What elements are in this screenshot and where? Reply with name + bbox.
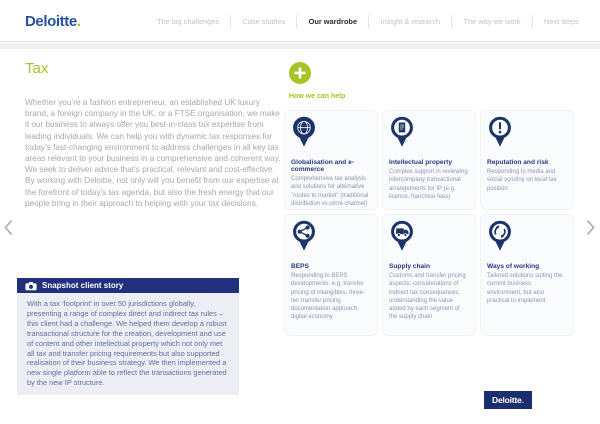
help-grid bbox=[284, 110, 574, 336]
help-tile[interactable] bbox=[480, 110, 574, 210]
globe-pin-icon bbox=[291, 116, 371, 156]
tile-title: Ways of working bbox=[487, 263, 540, 270]
main-nav bbox=[148, 0, 588, 42]
tile-description: Complex support in reviewing intercompany transactional arrangements for IP (e.g. licence, franchise fees) bbox=[389, 169, 468, 200]
nav-separator bbox=[230, 15, 231, 28]
prev-arrow-button[interactable] bbox=[4, 219, 13, 241]
alert-pin-icon bbox=[487, 116, 567, 156]
tile-title: Globalisation and e-commerce bbox=[291, 159, 355, 173]
nav-separator bbox=[532, 15, 533, 28]
nav-separator bbox=[296, 15, 297, 28]
tile-title: Intellectual property bbox=[389, 159, 453, 166]
tile-description: Responding to BEPS developments: e.g. transfer pricing of intangibles, three-tier transfer pricing documentation approach; digital economy bbox=[291, 273, 365, 321]
camera-icon bbox=[25, 281, 37, 291]
next-arrow-button[interactable] bbox=[586, 219, 595, 241]
tile-description: Customs and transfer pricing aspects; considerations of indirect tax consequences; understanding the value added by each segment of the supply chain bbox=[389, 273, 466, 321]
chevron-left-icon bbox=[4, 219, 13, 236]
nav-item-our-wardrobe[interactable]: Our wardrobe bbox=[308, 16, 358, 26]
header-shadow-band bbox=[0, 43, 600, 49]
expand-button[interactable] bbox=[289, 62, 311, 84]
tile-description: Responding to media and social scrutiny on local tax position bbox=[487, 169, 557, 192]
truck-pin-icon bbox=[389, 220, 469, 260]
document-pin-icon bbox=[389, 116, 469, 156]
logo-green-dot: . bbox=[76, 13, 81, 30]
header bbox=[0, 0, 600, 42]
nav-separator bbox=[451, 15, 452, 28]
nav-item-next-steps[interactable]: Next steps bbox=[543, 16, 579, 26]
help-tile[interactable] bbox=[284, 110, 378, 210]
tile-description: Tailored solutions suiting the current business environment, but also practical to implement bbox=[487, 273, 563, 304]
help-tile[interactable] bbox=[284, 214, 378, 336]
plus-icon bbox=[289, 62, 311, 84]
snapshot-body: With a tax ‘footprint’ in over 50 jurisdictions globally, presenting a range of complex direct and indirect tax rules – this client had a challenge. We helped them develop a robust transactional structure for the creation, development and use of content and other intellectual property which not only met all tax and transfer pricing requirements but also supported realisation of their business strategy. We then implemented a new single platform able to reflect the transactions generated by the new IP structure. bbox=[17, 293, 239, 395]
sync-pin-icon bbox=[487, 220, 567, 260]
tile-title: Supply chain bbox=[389, 263, 431, 270]
help-tile[interactable] bbox=[382, 214, 476, 336]
footer-logo-green-dot: . bbox=[521, 395, 524, 405]
snapshot-panel bbox=[17, 278, 239, 395]
page-title: Tax bbox=[25, 60, 49, 77]
footer-logo: Deloitte. bbox=[484, 391, 532, 409]
intro-paragraph: Whether you’re a fashion entrepreneur, an established UK luxury brand, a foreign company in the UK, or a FTSE organisation, we make it our business to always offer you best-in-class tax expertise from leading individuals. We can help you with dynamic tax responses for today’s fast-changing environment to address challenges in all key tax areas relevant to your business in a comprehensive and coherent way. We seek to deliver advice that’s practical, relevant and cost-effective. By working with Deloitte, not only will you benefit from our expertise at the forefront of today’s tax agenda, but also the fresh energy that our people bring in their approach to helping with your tax decisions. bbox=[25, 98, 281, 208]
tile-title: BEPS bbox=[291, 263, 309, 270]
help-tile[interactable] bbox=[382, 110, 476, 210]
share-pin-icon bbox=[291, 220, 371, 260]
nav-separator bbox=[368, 15, 369, 28]
snapshot-header bbox=[17, 278, 239, 293]
tile-description: Comprehensive tax analysis and solutions for alternative "routes to market" (traditional distribution vs.omni-channel) bbox=[291, 176, 369, 207]
nav-item-insight-research[interactable]: Insight & research bbox=[380, 16, 441, 26]
nav-item-the-big-challenges[interactable]: The big challenges bbox=[157, 16, 220, 26]
nav-item-case-studies[interactable]: Case studies bbox=[242, 16, 286, 26]
snapshot-title: Snapshot client story bbox=[42, 281, 124, 290]
chevron-right-icon bbox=[586, 219, 595, 236]
tile-title: Reputation and risk bbox=[487, 159, 549, 166]
help-section-label: How we can help bbox=[289, 93, 346, 100]
help-tile[interactable] bbox=[480, 214, 574, 336]
nav-item-the-way-we-work[interactable]: The way we work bbox=[463, 16, 521, 26]
header-logo[interactable]: Deloitte. bbox=[25, 13, 81, 30]
